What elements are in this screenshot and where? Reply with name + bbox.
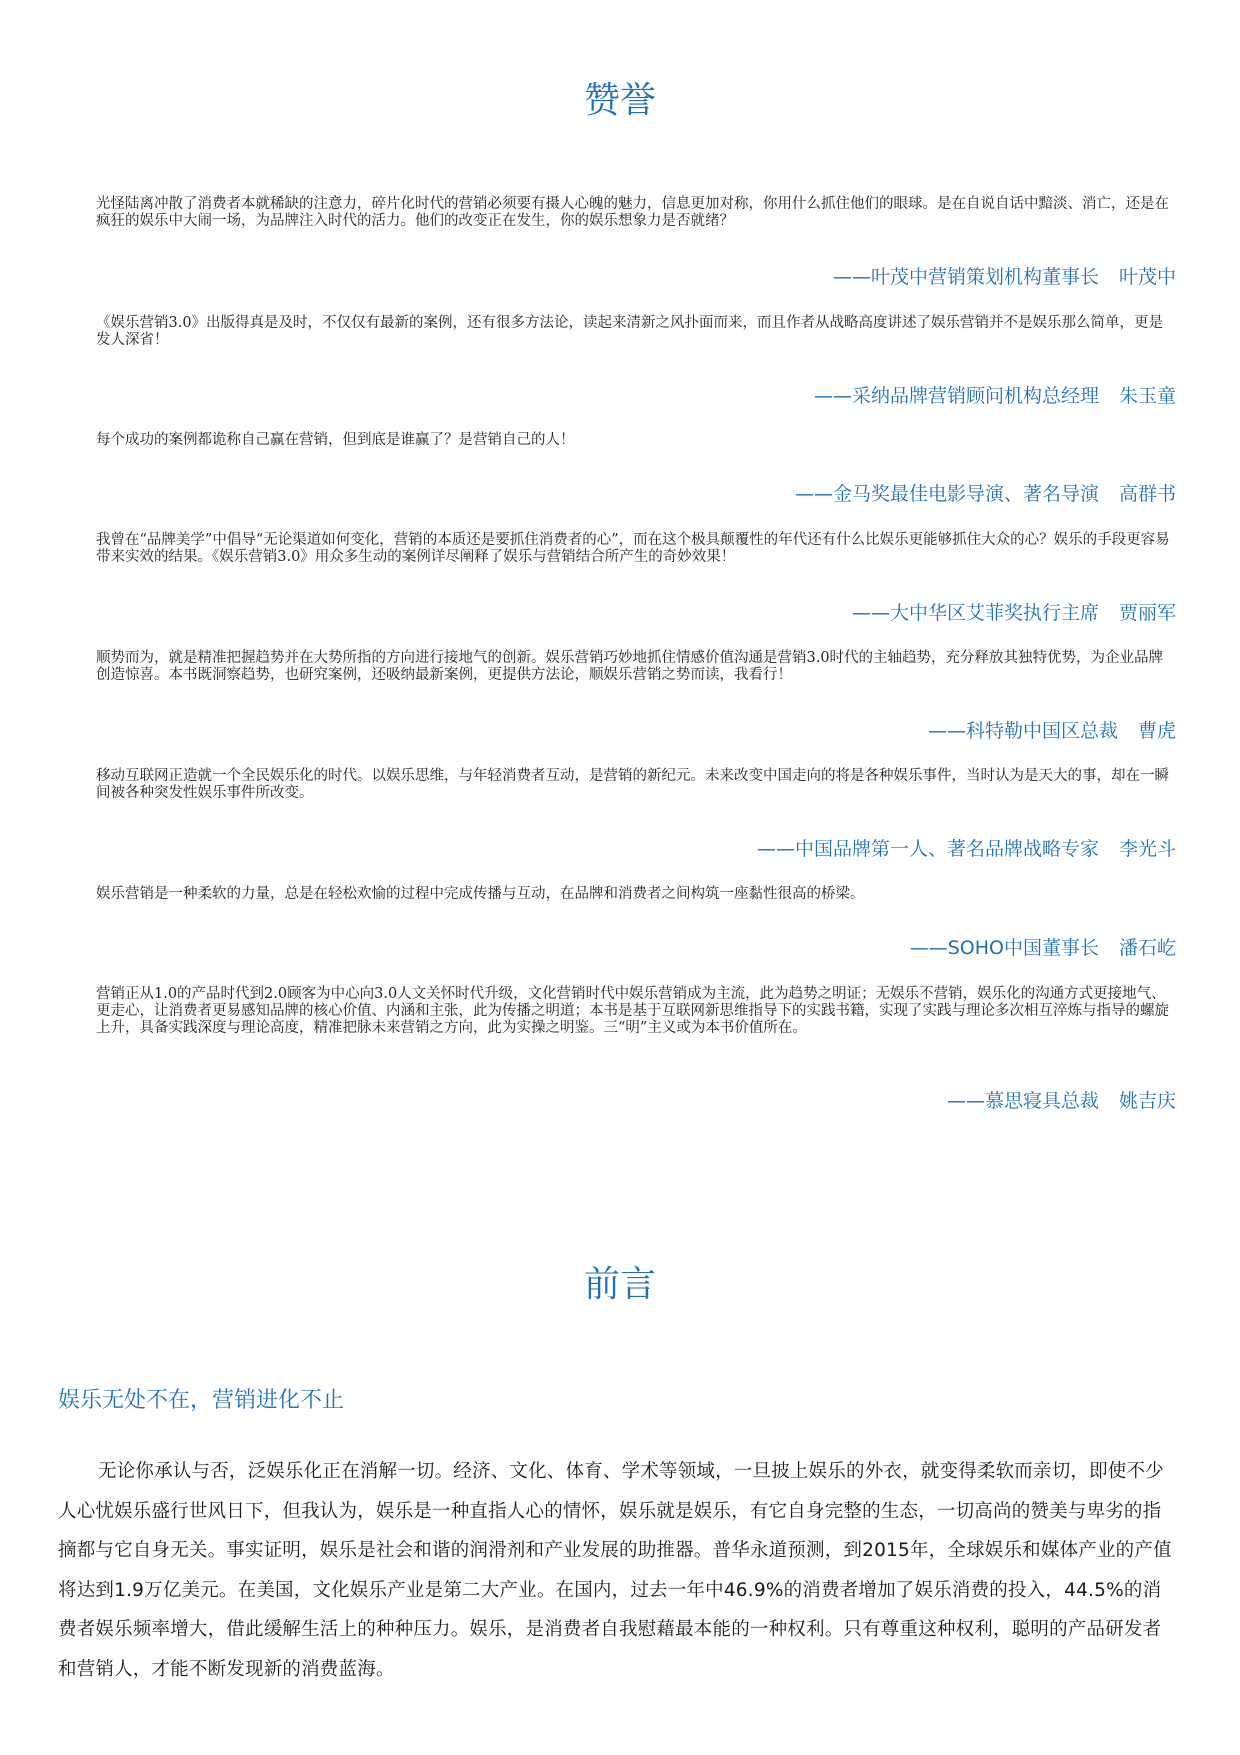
attribution-name: 李光斗	[1118, 838, 1176, 860]
quote-text: 营销正从1.0的产品时代到2.0顾客为中心向3.0人文关怀时代升级，文化营销时代中娱乐营销成为主流，此为趋势之明证；无娱乐不营销，娱乐化的沟通方式更接地气、更走心，让消费者更易感知品牌的核心价值、内涵和主张，此为传播之明道；本书是基于互联网新思维指导下的实践书籍，实现了实践与理论多次相互淬炼与指导的螺旋上升，具备实践深度与理论高度，精准把脉未来营销之方向，此为实操之明鉴。三“明”主义或为本书价值所在。	[96, 986, 1169, 1036]
attribution-title: ——采纳品牌营销顾问机构总经理	[813, 385, 1099, 407]
attribution-title: ——慕思寝具总裁	[946, 1090, 1099, 1112]
praise-quote	[96, 432, 1176, 505]
praise-quote	[96, 886, 1176, 959]
quote-attribution	[814, 381, 1176, 408]
praise-quote	[96, 650, 1176, 742]
quote-attribution	[852, 598, 1176, 625]
quote-attribution	[910, 933, 1176, 960]
attribution-name: 高群书	[1118, 483, 1176, 505]
quote-attribution	[795, 479, 1176, 506]
preface-paragraph: 无论你承认与否，泛娱乐化正在消解一切。经济、文化、体育、学术等领域，一旦披上娱乐的外衣，就变得柔软而亲切，即使不少人心忧娱乐盛行世风日下，但我认为，娱乐是一种直指人心的情怀，娱乐就是娱乐，有它自身完整的生态，一切高尚的赞美与卑劣的指摘都与它自身无关。事实证明，娱乐是社会和谐的润滑剂和产业发展的助推器。普华永道预测，到2015年，全球娱乐和媒体产业的产值将达到1.9万亿美元。在美国，文化娱乐产业是第二大产业。在国内，过去一年中46.9%的消费者增加了娱乐消费的投入，44.5%的消费者娱乐频率增大，借此缓解生活上的种种压力。娱乐，是消费者自我慰藉最本能的一种权利。只有尊重这种权利，聪明的产品研发者和营销人，才能不断发现新的消费蓝海。	[58, 1461, 1172, 1680]
attribution-title: ——中国品牌第一人、著名品牌战略专家	[756, 838, 1099, 860]
praise-quote	[96, 315, 1176, 407]
attribution-title: ——科特勒中国区总裁	[927, 720, 1118, 742]
quote-attribution	[928, 716, 1176, 743]
praise-quote	[96, 532, 1176, 624]
quote-text: 《娱乐营销3.0》出版得真是及时，不仅仅有最新的案例，还有很多方法论，读起来清新之风扑面而来，而且作者从战略高度讲述了娱乐营销并不是娱乐那么简单，更是发人深省！	[96, 315, 1164, 348]
attribution-name: 叶茂中	[1118, 266, 1176, 288]
praise-quote	[96, 986, 1176, 1112]
quote-attribution	[833, 262, 1176, 289]
preface-subtitle: 娱乐无处不在，营销进化不止	[58, 1388, 345, 1413]
attribution-name: 朱玉童	[1118, 385, 1176, 407]
quote-attribution	[757, 834, 1176, 861]
attribution-title: ——大中华区艾菲奖执行主席	[851, 602, 1099, 624]
preface-section-title: 前言	[583, 1264, 656, 1305]
attribution-name: 曹虎	[1137, 720, 1176, 742]
attribution-title: ——金马奖最佳电影导演、著名导演	[794, 483, 1099, 505]
quote-attribution	[947, 1086, 1176, 1113]
praise-section-title: 赞誉	[583, 80, 656, 121]
praise-quote	[96, 768, 1176, 860]
quote-text: 移动互联网正造就一个全民娱乐化的时代。以娱乐思维，与年轻消费者互动，是营销的新纪元。未来改变中国走向的将是各种娱乐事件，当时认为是天大的事，却在一瞬间被各种突发性娱乐事件所改变。	[96, 768, 1169, 801]
attribution-name: 贾丽军	[1118, 602, 1176, 624]
praise-quote	[96, 196, 1176, 288]
attribution-name: 潘石屹	[1118, 937, 1176, 959]
quote-text: 光怪陆离冲散了消费者本就稀缺的注意力，碎片化时代的营销必须要有摄人心魄的魅力，信息更加对称，你用什么抓住他们的眼球。是在自说自话中黯淡、消亡，还是在疯狂的娱乐中大闹一场，为品牌注入时代的活力。他们的改变正在发生，你的娱乐想象力是否就绪？	[96, 196, 1169, 229]
quote-text: 我曾在“品牌美学”中倡导“无论渠道如何变化，营销的本质还是要抓住消费者的心”，而在这个极具颠覆性的年代还有什么比娱乐更能够抓住大众的心？娱乐的手段更容易带来实效的结果。《娱乐营销3.0》用众多生动的案例详尽阐释了娱乐与营销结合所产生的奇妙效果！	[96, 532, 1170, 565]
attribution-name: 姚吉庆	[1118, 1090, 1176, 1112]
attribution-title: ——SOHO中国董事长	[909, 937, 1099, 959]
quote-text: 娱乐营销是一种柔软的力量，总是在轻松欢愉的过程中完成传播与互动，在品牌和消费者之间构筑一座黏性很高的桥梁。	[96, 886, 865, 902]
quote-text: 每个成功的案例都诡称自己赢在营销，但到底是谁赢了？是营销自己的人！	[96, 432, 575, 448]
attribution-title: ——叶茂中营销策划机构董事长	[832, 266, 1099, 288]
quote-text: 顺势而为，就是精准把握趋势并在大势所指的方向进行接地气的创新。娱乐营销巧妙地抓住情感价值沟通是营销3.0时代的主轴趋势，充分释放其独特优势，为企业品牌创造惊喜。本书既洞察趋势，也研究案例，还吸纳最新案例，更提供方法论，顺娱乐营销之势而读，我看行！	[96, 650, 1164, 683]
